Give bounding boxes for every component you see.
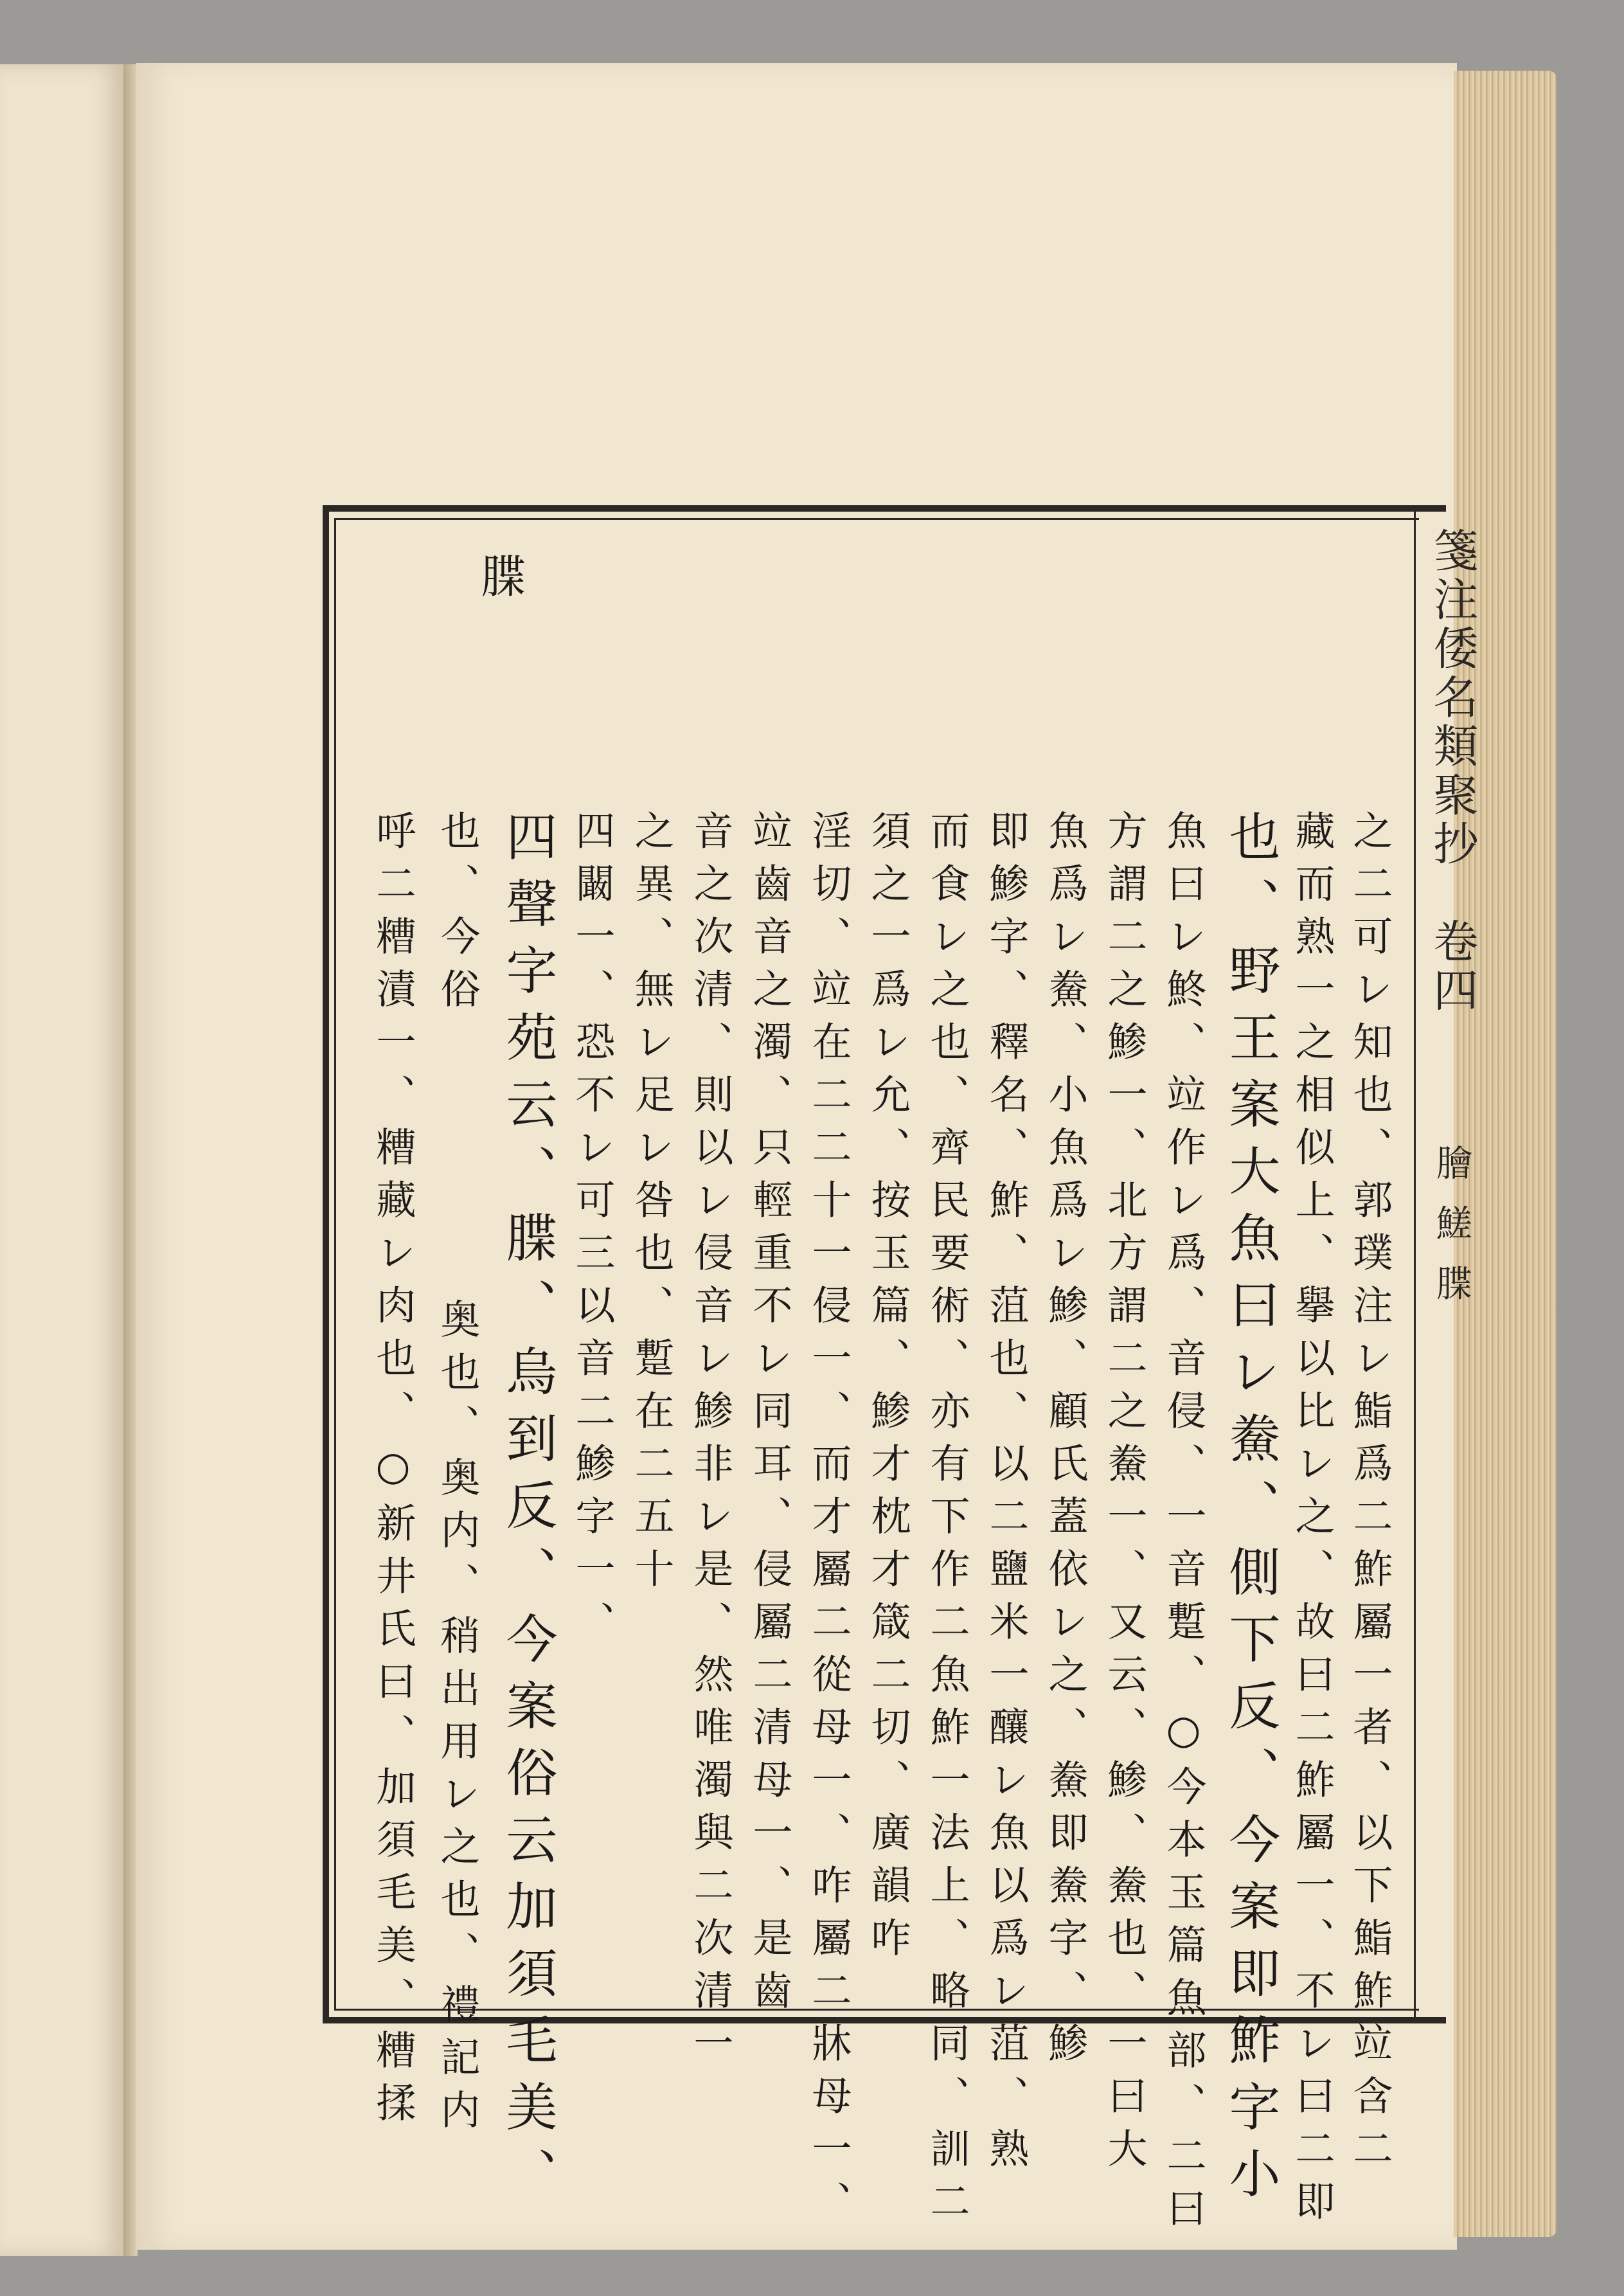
- text-column: 四闞一、恐不レ可三以音二鯵字一、: [569, 810, 616, 1653]
- text-column: 魚曰レ鮗、竝作レ爲、音侵、一音蹔、○今本玉篇魚部、二曰: [1160, 810, 1207, 2240]
- bleed-through-mark: [1221, 553, 1275, 616]
- text-column: 而食レ之也、齊民要術、亦有下作二魚鮓一法上、略同、訓二: [924, 810, 970, 2233]
- text-column: 之異、無レ足レ咎也、蹔在二五十: [628, 810, 675, 1601]
- book-title: 箋注倭名類聚抄 卷四: [1426, 527, 1479, 1016]
- left-page: [0, 64, 127, 2256]
- text-column: 竝齒音之濁、只輕重不レ同耳、侵屬二清母一、是齒: [746, 810, 793, 2022]
- margin-rule: [1414, 505, 1416, 2023]
- text-column: 四聲字苑云、䐑、烏到反、今案俗云加須毛美、: [497, 810, 557, 2214]
- text-column: 之二可レ知也、郭璞注レ鮨爲二鮓屬一者、以下鮨鮓竝含二: [1346, 810, 1393, 2180]
- text-column: 音之次清、則以レ侵音レ鯵非レ是、然唯濁與二次清一: [687, 810, 734, 2075]
- text-column: 奥也、奥内、稍出用レ之也、禮記内: [434, 1298, 481, 2142]
- text-column: 魚爲レ鮝、小魚爲レ鯵、顧氏蓋依レ之、鮝即鮝字、鯵: [1042, 810, 1089, 2075]
- text-column: 方謂二之鯵一、北方謂二之鮝一、又云、鯵、鮝也、一曰大: [1101, 810, 1148, 2180]
- text-column: 也、野王案大魚曰レ鮝、側下反、今案即鮓字小: [1220, 810, 1280, 2214]
- entry-heads: 膾 䱹 䐑: [1431, 1144, 1472, 1307]
- text-column: 須之一爲レ允、按玉篇、鯵才枕才箴二切、廣韻咋: [864, 810, 911, 1969]
- text-column: 藏而熟一之相似上、擧以比レ之、故曰二鮓屬一、不レ曰二即: [1289, 810, 1335, 2233]
- text-column: 即鯵字、釋名、鮓、菹也、以二鹽米一釀レ魚以爲レ菹、熟: [983, 810, 1030, 2180]
- text-column: 淫切、竝在二二十一侵一、而才屬二從母一、咋屬二牀母一、: [805, 810, 852, 2233]
- book-gutter: [123, 64, 138, 2256]
- text-column: 呼二糟漬一、糟藏レ肉也、○新井氏曰、加須毛美、糟揉: [370, 810, 416, 2135]
- section-head: 䐑: [474, 553, 526, 598]
- text-column: 也、今俗: [434, 810, 481, 1021]
